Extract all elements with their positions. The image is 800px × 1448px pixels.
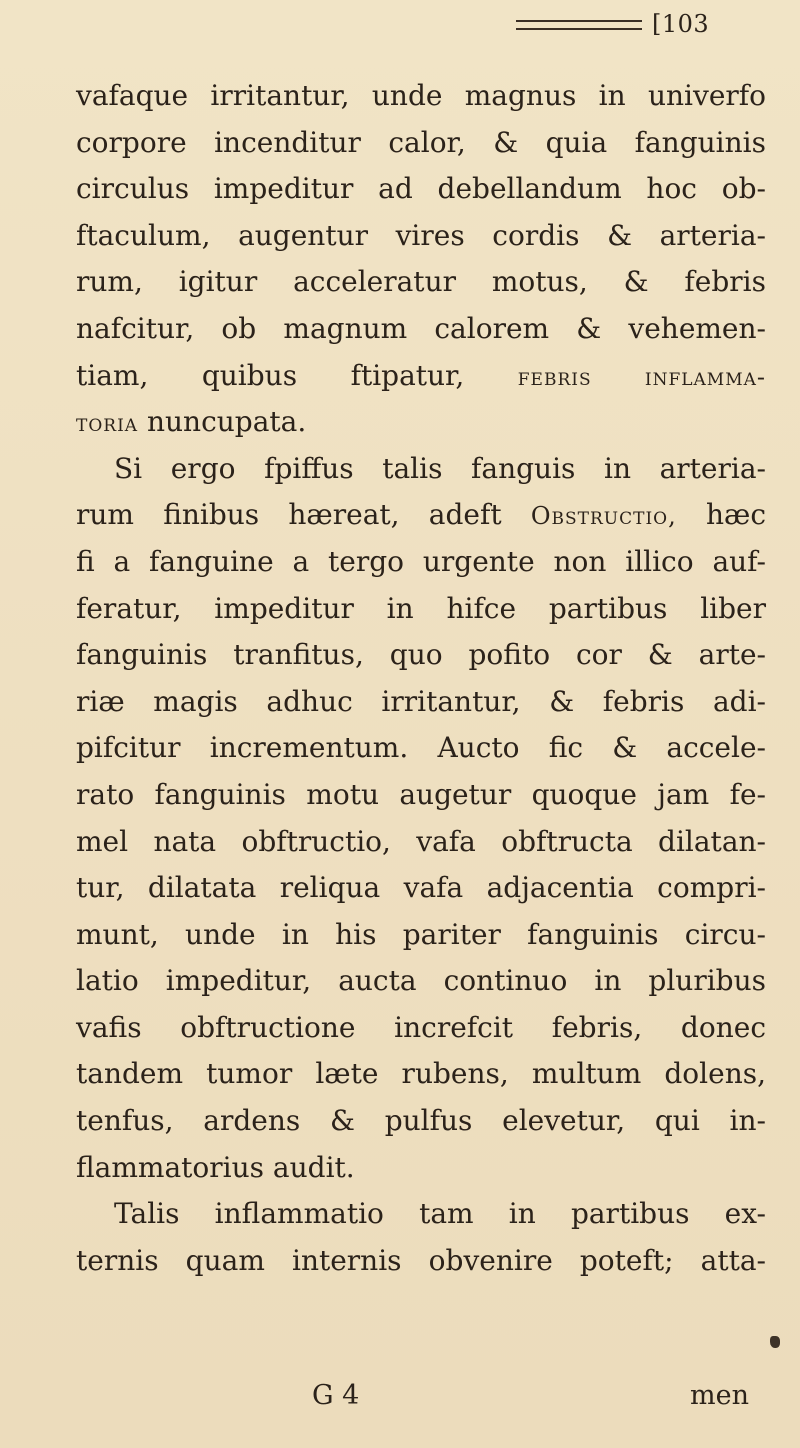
- text-line: circulus impeditur ad debellandum hoc ob-: [76, 172, 766, 206]
- header-rule: [516, 20, 642, 30]
- text-line: ternis quam internis obvenire poteft; atta-: [76, 1243, 766, 1277]
- text-line: Si ergo fpiffus talis fanguis in arteria-: [114, 451, 766, 485]
- text-fragment: hæc: [705, 498, 767, 532]
- text-fragment: nuncupata.: [146, 405, 307, 439]
- text-line: flammatorius audit.: [76, 1150, 355, 1184]
- body-text: [76, 73, 766, 1284]
- text-line: [76, 399, 766, 446]
- text-line: vafaque irritantur, unde magnus in univerfo: [76, 79, 766, 112]
- text-line: tandem tumor læte rubens, multum dolens,: [76, 1057, 766, 1091]
- text-fragment: rum finibus hæreat, adeft: [76, 498, 502, 532]
- text-line: latio impeditur, aucta continuo in pluribus: [76, 964, 766, 998]
- term-obstructio: Obstructio,: [530, 502, 677, 531]
- text-line: riæ magis adhuc irritantur, & febris adi-: [76, 684, 766, 718]
- text-line: [76, 492, 766, 539]
- term-febris-inflammatoria: febris inflamma-: [517, 362, 766, 391]
- text-line: mel nata obftructio, vafa obftructa dilatan-: [76, 824, 766, 858]
- text-line: ftaculum, augentur vires cordis & arteria-: [76, 218, 766, 252]
- text-line: feratur, impeditur in hifce partibus liber: [76, 591, 766, 625]
- text-line: fi a fanguine a tergo urgente non illico auf-: [76, 544, 766, 578]
- text-line: rum, igitur acceleratur motus, & febris: [76, 265, 766, 299]
- signature-mark: G 4: [312, 1380, 360, 1411]
- text-line: corpore incenditur calor, & quia fanguinis: [76, 125, 766, 159]
- text-line: Talis inflammatio tam in partibus ex-: [114, 1197, 766, 1231]
- text-line: tur, dilatata reliqua vafa adjacentia compri-: [76, 871, 766, 905]
- text-line: pifcitur incrementum. Aucto fic & accele-: [76, 731, 766, 765]
- text-line: tenfus, ardens & pulfus elevetur, qui in-: [76, 1104, 766, 1138]
- text-line: vafis obftructione increfcit febris, donec: [76, 1010, 766, 1044]
- text-line: fanguinis tranfitus, quo pofito cor & arte-: [76, 638, 766, 672]
- text-fragment: tiam, quibus ftipatur,: [76, 358, 465, 392]
- text-line: munt, unde in his pariter fanguinis circu-: [76, 917, 766, 951]
- ink-spot: [770, 1336, 780, 1348]
- text-line: nafcitur, ob magnum calorem & vehemen-: [76, 311, 766, 345]
- catchword: men: [690, 1380, 749, 1411]
- text-line: rato fanguinis motu augetur quoque jam fe-: [76, 777, 766, 811]
- term-toria: toria: [76, 409, 139, 438]
- text-line: [76, 353, 766, 400]
- page-number: [103: [652, 10, 710, 38]
